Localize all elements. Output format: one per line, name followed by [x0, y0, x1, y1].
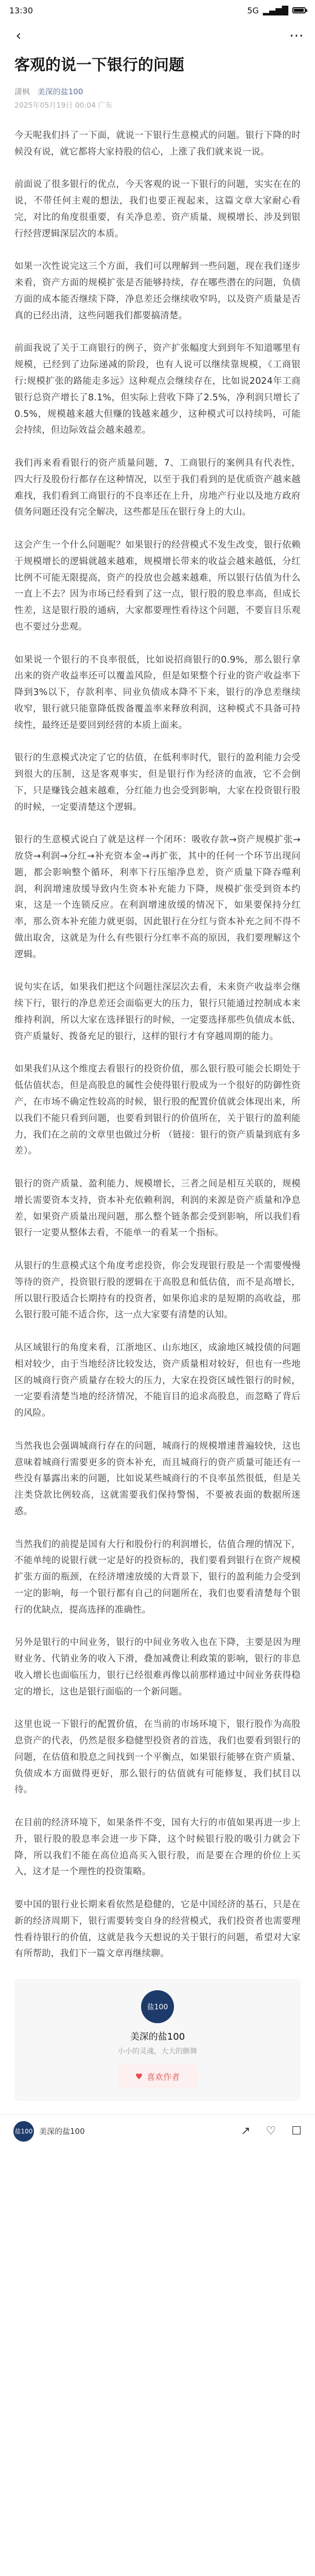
status-time: 13:30 — [9, 5, 33, 15]
article-paragraph: 这会产生一个什么问题呢？如果银行的经营模式不发生改变，银行依赖于规模增长的逻辑就越来越难，规模增长带来的收益会越来越低，分红比例不可能无限提高，资产的投放也会越来越难，所以银行估值为什么一直上不去？因为市场已经看到了这一点，银行股的股息率高，但成长性差，这是银行股的通病，大家都要理性看待这个问题，不要盲目乐观也不要过分悲观。 — [14, 539, 301, 632]
article-paragraph: 在目前的经济环境下，如果条件不变，国有大行的市值如果再进一步上升，银行股的股息率会进一步下降，这个时候银行股的吸引力就会下降，所以我们不能在高位追高买入银行股，而是要在合理的价位上买入，这才是一个理性的投资策略。 — [14, 1818, 301, 1877]
article-body — [14, 128, 301, 1962]
article — [0, 49, 315, 2101]
account-logo: 盐100 — [141, 1990, 174, 2023]
heart-icon: ♥ — [135, 2072, 143, 2082]
like-icon[interactable]: ♡ — [266, 2125, 276, 2138]
article-paragraph: 这里也说一下银行的配置价值，在当前的市场环境下，银行股作为高股息资产的代表，仍然是很多稳健型投资者的首选，我们也要看到银行的问题，在估值和股息之间找到一个平衡点，如果银行能够在资产质量、负债成本方面做得更好，那么银行的估值就有可能修复，我们拭目以待。 — [14, 1719, 301, 1795]
article-meta — [14, 100, 301, 110]
article-paragraph: 要中国的银行业长期来看依然是稳健的，它是中国经济的基石，只是在新的经济周期下，银行需要转变自身的经营模式，我们投资者也需要理性看待银行的价值，这就是我今天想说的关于银行的问题，希望对大家有所帮助，我们下一篇文章再继续聊。 — [14, 1900, 301, 1959]
signal-icon: ▂▄▆█ — [262, 5, 288, 15]
account-link[interactable]: 美深的盐100 — [37, 87, 83, 96]
publish-location: 广东 — [98, 101, 113, 110]
share-icon[interactable]: ↗ — [241, 2125, 251, 2138]
card-account-name: 美深的盐100 — [130, 2031, 185, 2043]
article-paragraph: 另外是银行的中间业务，银行的中间业务收入也在下降，主要是因为理财业务、代销业务的收入下滑，叠加减费让利政策的影响，银行的非息收入增长也面临压力，银行已经很难再像以前那样通过中间业务获得稳定的增长，这也是银行面临的一个新问题。 — [14, 1637, 301, 1697]
article-title: 客观的说一下银行的问题 — [14, 56, 184, 74]
status-bar — [0, 0, 315, 21]
article-paragraph: 银行的生意模式决定了它的估值，在低利率时代，银行的盈利能力会受到很大的压制，这是客观事实，但是银行作为经济的血液，它不会倒下，只是赚钱会越来越难，分红能力也会受到影响，大家在投资银行股的时候，一定要清楚这个逻辑。 — [14, 753, 301, 812]
publish-date: 2025年05月19日 00:04 — [14, 101, 96, 110]
bottom-account-name: 美深的盐100 — [39, 2127, 85, 2137]
bottom-account[interactable] — [13, 2121, 85, 2142]
article-paragraph: 当然我们的前提是国有大行和股份行的利润增长，估值合理的情况下，不能单纯的说银行就一定是好的投资标的，我们要看到银行在资产规模扩张方面的瓶颈，在经济增速放缓的大背景下，银行的盈利能力会受到一定的影响，每一个银行都有自己的问题所在，我们也要看清楚每个银行的优缺点，提高选择的准确性。 — [14, 1539, 301, 1615]
like-author-label: 喜欢作者 — [147, 2072, 180, 2082]
status-indicators — [247, 6, 306, 15]
top-navbar — [0, 21, 315, 49]
article-paragraph: 从银行的生意模式这个角度考虑投资，你会发现银行股是一个需要慢慢等待的资产，投资银行股的逻辑在于高股息和低估值，而不是高增长，所以银行股适合长期持有的投资者，如果你追求的是短期的高收益，那么银行股可能不适合你，这一点大家要有清楚的认知。 — [14, 1260, 301, 1320]
back-icon[interactable]: ‹ — [15, 26, 22, 44]
article-paragraph: 今天呢我们抖了一下面，就说一下银行生意模式的问题。银行下降的时候没有说，就它都将大家持股的信心，上涨了我们就来说一说。 — [14, 130, 301, 157]
bottom-bar — [0, 2114, 315, 2147]
article-paragraph: 如果一次性说完这三个方面，我们可以理解到一些问题，现在我们逐步来看，资产方面的规模扩张是否能够持续，存在哪些潜在的问题，负债方面的成本能否继续下降，净息差还会继续收窄吗，以及资产质量是否真的已经出清，这些问题我们都要搞清楚。 — [14, 261, 301, 321]
article-paragraph: 从区域银行的角度来看，江浙地区、山东地区，成渝地区城投债的问题相对较少，由于当地经济比较发达，资产质量相对较好，但也有一些地区的城商行资产质量存在较大的压力，大家在投资区域性银行的时候，一定要看清楚当地的经济情况，不能盲目的追求高股息，而忽略了背后的风险。 — [14, 1342, 301, 1419]
article-paragraph: 说句实在话，如果我们把这个问题往深层次去看，未来资产收益率会继续下行，银行的净息差还会面临更大的压力，银行只能通过控制成本来维持利润，所以大家在选择银行的时候，一定要选择那些负债成本低、资产质量好、拨备充足的银行，这样的银行才有穿越周期的能力。 — [14, 982, 301, 1042]
byline — [14, 86, 301, 98]
article-paragraph: 我们再来看看银行的资产质量问题，7、工商银行的案例具有代表性，四大行及股份行都存在这种情况，以至于我们看到的是优质资产越来越难找，我们看到工商银行的不良率还在上升，房地产行业以及地方政府债务问题还没有完全解决，这些都是压在银行身上的大山。 — [14, 457, 301, 518]
article-paragraph: 如果我们从这个维度去看银行的投资价值，那么银行股可能会长期处于低估值状态，但是高股息的属性会使得银行股成为一个很好的防御性资产，在市场不确定性较高的时候，银行股的配置价值就会体现出来，所以我们不能只看到问题，也要看到银行的价值所在，关于银行的盈利能力，我们在之前的文章里也做过分析 （链接：银行的资产质量到底有多差）。 — [14, 1064, 301, 1157]
article-paragraph: 如果说一个银行的不良率很低，比如说招商银行的0.9%，那么银行拿出来的资产收益率还可以覆盖风险，但是如果整个行业的资产收益率下降到3%以下，存款利率、同业负债成本降不下来，银行的净息差继续收窄，银行就只能靠降低拨备覆盖率来释放利润，这种模式不具备可持续性，最终还是要回到经营的本质上面来。 — [14, 654, 301, 731]
network-label: 5G — [247, 5, 259, 15]
more-dots-icon[interactable]: ⋯ — [289, 26, 304, 44]
comment-icon[interactable]: ☐ — [291, 2125, 302, 2138]
avatar: 盐100 — [13, 2121, 34, 2142]
article-paragraph: 银行的生意模式说白了就是这样一个闭环：吸收存款→资产规模扩张→放贷→利润→分红→补充资本金→再扩张，其中的任何一个环节出现问题，都会影响整个循环，利率下行压缩净息差，资产质量下降吞噬利润，利润增速放缓导致内生资本补充能力下降，规模扩张受到资本约束，这是一个连锁反应。在利润增速放缓的情况下，如果要保持分红率，那么资本补充能力就更弱，因此银行在分红与资本补充之间不得不做出取舍，这就是为什么有些银行分红率不高的原因，我们要理解这个逻辑。 — [14, 835, 301, 960]
author-card — [14, 1979, 301, 2101]
article-paragraph: 当然我也会强调城商行存在的问题，城商行的规模增速普遍较快，这也意味着城商行需要更多的资本补充，而且城商行的资产质量可能还有一些没有暴露出来的问题，比如说某些城商行的不良率虽然很低，但是关注类贷款比例较高，这就需要我们保持警惕，不要被表面的数据所迷惑。 — [14, 1440, 301, 1517]
article-paragraph: 银行的资产质量、盈利能力、规模增长，三者之间是相互关联的，规模增长需要资本支持，资本补充依赖利润，利润的来源是资产质量和净息差，如果资产质量出现问题，那么整个链条都会受到影响，所以我们看银行一定要从整体去看，不能单一的看某一个指标。 — [14, 1179, 301, 1239]
author-name: 潇枫 — [14, 87, 30, 96]
article-paragraph: 前面我说了关于工商银行的例子，资产扩张幅度大到到年不知道哪里有规模，已经到了边际递减的阶段，也有人说可以继续靠规模，《工商银行:规模扩张的路能走多远》这种观点会继续存在，比如说2024年工商银行总资产增长了8.1%，但实际上营收下降了2.5%，净利润只增长了0.5%，规模越来越大但赚的钱越来越少，这种模式可以持续吗，可能会持续，但边际效益会越来越差。 — [14, 343, 301, 436]
bottom-actions — [241, 2125, 302, 2138]
card-slogan: 小小的灵魂，大大的颤舞 — [118, 2047, 197, 2056]
like-author-button[interactable] — [118, 2064, 197, 2089]
article-paragraph: 前面说了很多银行的优点，今天客观的说一下银行的问题，实实在在的说，不带任何主观的想法，我们也要正视起来，这篇文章大家耐心看完，对比的角度很重要，有关净息差、资产质量、规模增长、涉及到银行经营逻辑深层次的本质。 — [14, 179, 301, 239]
battery-icon — [292, 7, 306, 13]
